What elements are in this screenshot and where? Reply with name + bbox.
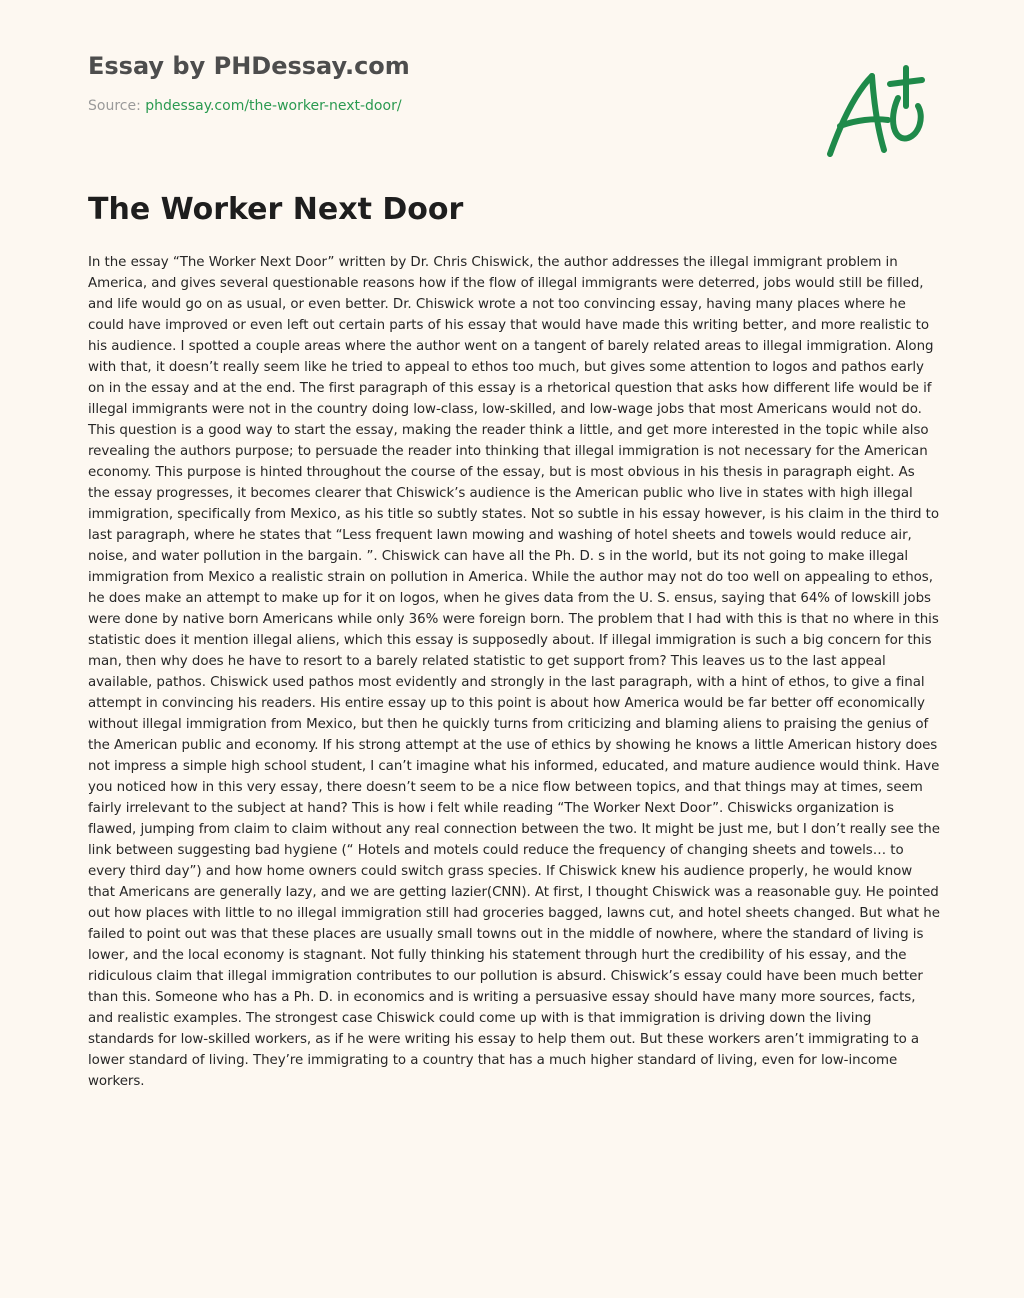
a-plus-logo-icon <box>822 64 928 160</box>
source-link[interactable]: phdessay.com/the-worker-next-door/ <box>145 98 402 114</box>
essay-title: The Worker Next Door <box>88 192 464 227</box>
site-title: Essay by PHDessay.com <box>88 52 410 80</box>
essay-body: In the essay “The Worker Next Door” written by Dr. Chris Chiswick, the author addresses the illegal immigrant problem in America, and gives several questionable reasons how if the flow of illegal immigrants were deterred, jobs would still be filled, and life would go on as usual, or even better. Dr. Chiswick wrote a not too convincing essay, having many places where he could have improved or even left out certain parts of his essay that would have made this writing better, and more realistic to his audience. I spotted a couple areas where the author went on a tangent of barely related areas to illegal immigration. Along with that, it doesn’t really seem like he tried to appeal to ethos too much, but gives some attention to logos and pathos early on in the essay and at the end. The first paragraph of this essay is a rhetorical question that asks how different life would be if illegal immigrants were not in the country doing low-class, low-skilled, and low-wage jobs that most Americans would not do. This question is a good way to start the essay, making the reader think a little, and get more interested in the topic while also revealing the authors purpose; to persuade the reader into thinking that illegal immigration is not necessary for the American economy. This purpose is hinted throughout the course of the essay, but is most obvious in his thesis in paragraph eight. As the essay progresses, it becomes clearer that Chiswick’s audience is the American public who live in states with high illegal immigration, specifically from Mexico, as his title so subtly states. Not so subtle in his essay however, is his claim in the third to last paragraph, where he states that “Less frequent lawn mowing and washing of hotel sheets and towels would reduce air, noise, and water pollution in the bargain. ”. Chiswick can have all the Ph. D. s in the world, but its not going to make illegal immigration from Mexico a realistic strain on pollution in America. While the author may not do too well on appealing to ethos, he does make an attempt to make up for it on logos, when he gives data from the U. S. ensus, saying that 64% of lowskill jobs were done by native born Americans while only 36% were foreign born. The problem that I had with this is that no where in this statistic does it mention illegal aliens, which this essay is supposedly about. If illegal immigration is such a big concern for this man, then why does he have to resort to a barely related statistic to get support from? This leaves us to the last appeal available, pathos. Chiswick used pathos most evidently and strongly in the last paragraph, with a hint of ethos, to give a final attempt in convincing his readers. His entire essay up to this point is about how America would be far better off economically without illegal immigration from Mexico, but then he quickly turns from criticizing and blaming aliens to praising the genius of the American public and economy. If his strong attempt at the use of ethics by showing he knows a little American history does not impress a simple high school student, I can’t imagine what his informed, educated, and mature audience would think. Have you noticed how in this very essay, there doesn’t seem to be a nice flow between topics, and that things may at times, seem fairly irrelevant to the subject at hand? This is how i felt while reading “The Worker Next Door”. Chiswicks organization is flawed, jumping from claim to claim without any real connection between the two. It might be just me, but I don’t really see the link between suggesting bad hygiene (“ Hotels and motels could reduce the frequency of changing sheets and towels… to every third day”) and how home owners could switch grass species. If Chiswick knew his audience properly, he would know that Americans are generally lazy, and we are getting lazier(CNN). At first, I thought Chiswick was a reasonable guy. He pointed out how places with little to no illegal immigration still had groceries bagged, lawns cut, and hotel sheets changed. But what he failed to point out was that these places are usually small towns out in the middle of nowhere, where the standard of living is lower, and the local economy is stagnant. Not fully thinking his statement through hurt the credibility of his essay, and the ridiculous claim that illegal immigration contributes to our pollution is absurd. Chiswick’s essay could have been much better than this. Someone who has a Ph. D. in economics and is writing a persuasive essay should have many more sources, facts, and realistic examples. The strongest case Chiswick could come up with is that immigration is driving down the living standards for low-skilled workers, as if he were writing his essay to help them out. But these workers aren’t immigrating to a lower standard of living. They’re immigrating to a country that has a much higher standard of living, even for low-income workers. <box>88 255 940 1089</box>
page-header <box>88 50 788 116</box>
source-line <box>88 96 788 116</box>
source-label: Source: <box>88 98 146 114</box>
